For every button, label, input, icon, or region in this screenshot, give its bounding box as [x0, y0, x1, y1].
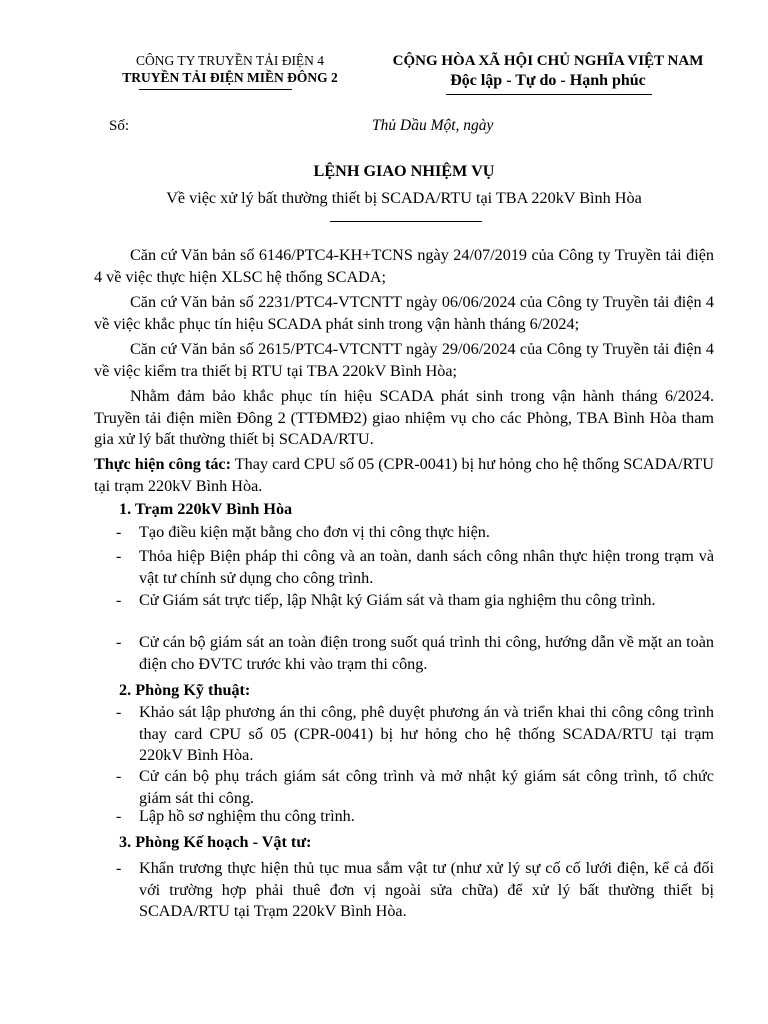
organization-block	[80, 52, 380, 86]
motto-underline	[446, 94, 652, 95]
task-paragraph	[94, 454, 714, 497]
document-title: LỆNH GIAO NHIỆM VỤ	[313, 162, 495, 180]
task-label: Thực hiện công tác:	[94, 455, 232, 473]
basis-paragraph-2: Căn cứ Văn bản số 2231/PTC4-VTCNTT ngày 06/06/2024 của Công ty Truyền tải điện 4 về việc khắc phục tín hiệu SCADA phát sinh trong vận hành tháng 6/2024;	[94, 293, 714, 333]
section-heading-3: 3. Phòng Kế hoạch - Vật tư:	[119, 833, 312, 851]
national-motto-block	[383, 52, 713, 90]
task-text: Thay card CPU số 05 (CPR-0041) bị hư hỏng cho hệ thống SCADA/RTU tại trạm 220kV Bình Hòa.	[94, 455, 714, 495]
list-item: - Cử Giám sát trực tiếp, lập Nhật ký Giám sát và tham gia nghiệm thu công trình.	[116, 591, 656, 609]
title-underline	[330, 221, 482, 222]
section-heading-1: 1. Trạm 220kV Bình Hòa	[119, 500, 293, 518]
list-item: - Thỏa hiệp Biện pháp thi công và an toàn, danh sách công nhân thực hiện trong trạm và vật tư chính sử dụng cho công trình.	[116, 547, 714, 587]
place-date: Thủ Dầu Một, ngày	[372, 117, 494, 134]
list-item: - Lập hồ sơ nghiệm thu công trình.	[116, 807, 355, 825]
purpose-paragraph: Nhằm đảm bảo khắc phục tín hiệu SCADA phát sinh trong vận hành tháng 6/2024. Truyền tải điện miền Đông 2 (TTĐMĐ2) giao nhiệm vụ cho các Phòng, TBA Bình Hòa tham gia xử lý bất thường thiết bị SCADA/RTU.	[94, 387, 714, 448]
org-underline	[139, 89, 292, 90]
org-parent-name: CÔNG TY TRUYỀN TẢI ĐIỆN 4	[135, 53, 325, 68]
list-item: - Khảo sát lập phương án thi công, phê duyệt phương án và triển khai thi công công trình thay card CPU số 05 (CPR-0041) bị hư hỏng cho hệ thống SCADA/RTU tại trạm 220kV Bình Hòa.	[116, 703, 714, 764]
document-subject: Về việc xử lý bất thường thiết bị SCADA/RTU tại TBA 220kV Bình Hòa	[166, 189, 642, 207]
nation-motto: Độc lập - Tự do - Hạnh phúc	[450, 72, 646, 89]
list-item: - Khẩn trương thực hiện thủ tục mua sắm vật tư (như xử lý sự cố cố lưới điện, kể cả đối với trường hợp phải thuê đơn vị ngoài sửa chữa) để xử lý bất thường thiết bị SCADA/RTU tại Trạm 220kV Bình Hòa.	[116, 859, 714, 920]
basis-paragraph-1: Căn cứ Văn bản số 6146/PTC4-KH+TCNS ngày 24/07/2019 của Công ty Truyền tải điện 4 về việc thực hiện XLSC hệ thống SCADA;	[94, 246, 714, 286]
nation-name: CỘNG HÒA XÃ HỘI CHỦ NGHĨA VIỆT NAM	[392, 53, 704, 69]
list-item: - Cử cán bộ phụ trách giám sát công trình và mở nhật ký giám sát công trình, tổ chức giám sát thi công.	[116, 767, 714, 807]
list-item: - Cử cán bộ giám sát an toàn điện trong suốt quá trình thi công, hướng dẫn về mặt an toàn điện cho ĐVTC trước khi vào trạm thi công.	[116, 633, 714, 673]
document-number-label: Số:	[109, 118, 130, 134]
list-item: - Tạo điều kiện mặt bằng cho đơn vị thi công thực hiện.	[116, 523, 490, 541]
basis-paragraph-3: Căn cứ Văn bản số 2615/PTC4-VTCNTT ngày 29/06/2024 của Công ty Truyền tải điện 4 về việc kiểm tra thiết bị RTU tại TBA 220kV Bình Hòa;	[94, 340, 714, 380]
section-heading-2: 2. Phòng Kỹ thuật:	[119, 681, 251, 699]
org-unit-name: TRUYỀN TẢI ĐIỆN MIỀN ĐÔNG 2	[122, 70, 338, 85]
